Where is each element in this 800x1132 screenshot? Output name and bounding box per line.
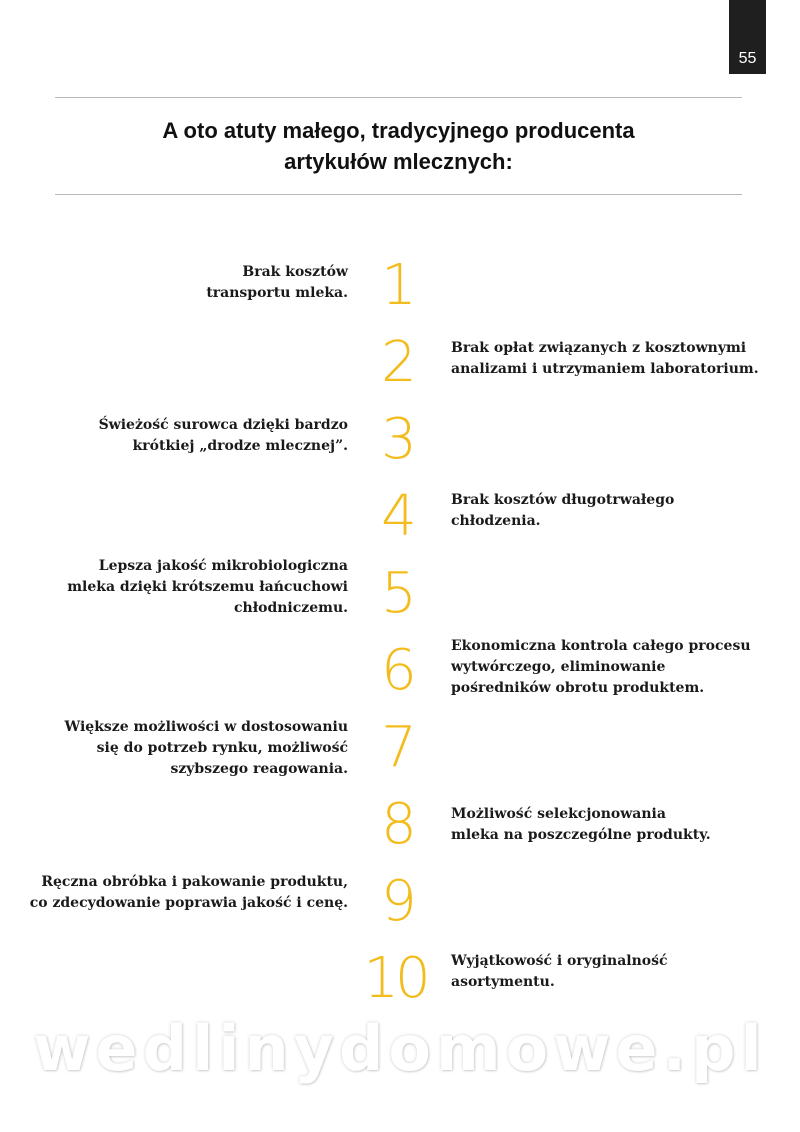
item-text-line: co zdecydowanie poprawia jakość i cenę. [29,895,348,911]
item-description [206,262,348,304]
item-text-line: krótkiej „drodze mlecznej”. [132,438,348,454]
page-number: 55 [738,50,757,67]
item-number: 1 [381,253,417,318]
heading-top-rule [55,97,742,98]
item-number: 8 [381,792,417,857]
item-text-line: pośredników obrotu produktem. [451,680,705,696]
item-number: 2 [381,330,417,395]
item-text-line: wytwórczego, eliminowanie [451,659,666,675]
item-text-line: Brak kosztów długotrwałego [451,492,675,508]
list-item [0,638,800,713]
item-number: 6 [381,638,417,703]
page-number-tab [729,0,766,74]
item-description [30,872,348,914]
item-number: 4 [381,484,417,549]
item-text-line: chłodniczemu. [234,600,348,616]
item-text-line: Brak kosztów [242,264,348,280]
list-item [0,715,800,790]
item-text-line: Większe możliwości w dostosowaniu [64,719,348,735]
item-text-line: chłodzenia. [451,513,541,529]
item-text-line: się do potrzeb rynku, możliwość [96,740,348,756]
item-text-line: transportu mleka. [206,285,348,301]
list-item [0,869,800,944]
page-heading [55,115,742,177]
item-text-line: Lepsza jakość mikrobiologiczna [98,558,348,574]
item-text-line: analizami i utrzymaniem laboratorium. [451,361,759,377]
item-text-line: mleka na poszczególne produkty. [451,827,711,843]
item-description [451,804,711,846]
list-item [0,558,800,636]
list-item [0,407,800,482]
list-item [0,946,800,1021]
heading-line-2: artykułów mlecznych: [284,149,513,174]
item-number: 7 [381,715,417,780]
heading-line-1: A oto atuty małego, tradycyjnego producenta [162,118,635,143]
list-item [0,792,800,867]
item-description [65,717,349,780]
heading-bottom-rule [55,194,742,195]
item-text-line: Ręczna obróbka i pakowanie produktu, [41,874,348,890]
item-text-line: Ekonomiczna kontrola całego procesu [451,638,751,654]
item-text-line: Możliwość selekcjonowania [451,806,666,822]
item-text-line: szybszego reagowania. [170,761,348,777]
item-number: 9 [381,869,417,934]
site-watermark: wedlinydomowe.pl [33,1012,767,1085]
item-description [99,415,348,457]
item-description [451,338,759,380]
item-text-line: Brak opłat związanych z kosztownymi [451,340,747,356]
list-item [0,484,800,559]
item-number: 3 [381,407,417,472]
list-item [0,330,800,405]
item-text-line: Wyjątkowość i oryginalność [451,953,668,969]
item-text-line: Świeżość surowca dzięki bardzo [98,417,348,433]
item-description [451,636,751,699]
item-description [67,556,348,619]
list-item [0,253,800,328]
item-description [451,951,668,993]
item-number: 5 [381,561,417,626]
item-number: 10 [363,946,427,1011]
item-text-line: mleka dzięki krótszemu łańcuchowi [67,579,348,595]
item-text-line: asortymentu. [451,974,555,990]
item-description [451,490,674,532]
